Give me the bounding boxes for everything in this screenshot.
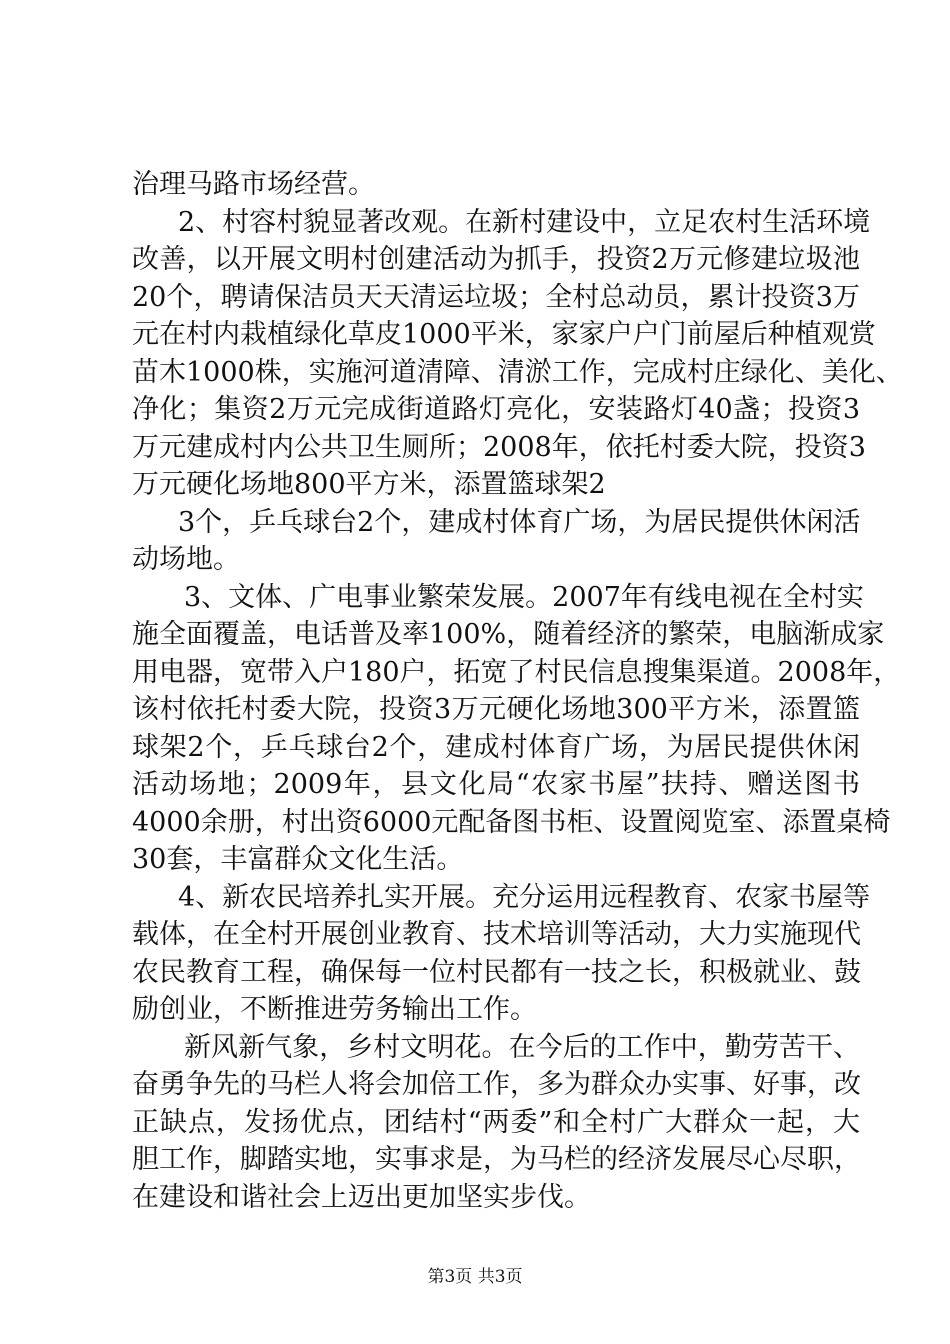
text-line: 3、文体、广电事业繁荣发展。2007年有线电视在全村实 — [184, 581, 864, 613]
text-line: 20个，聘请保洁员天天清运垃圾；全村总动员，累计投资3万 — [132, 281, 860, 313]
text-line: 元在村内栽植绿化草皮1000平米，家家户户门前屋后种植观赏 — [132, 319, 876, 350]
text-line: 活动场地；2009年，县文化局“农家书屋”扶持、赠送图书 — [132, 769, 860, 800]
text-line: 该村依托村委大院，投资3万元硬化场地300平方米，添置篮 — [132, 694, 860, 725]
page-footer: 第3页 共3页 — [427, 1267, 523, 1287]
text-line: 奋勇争先的马栏人将会加倍工作，多为群众办实事、好事，改 — [132, 1069, 861, 1100]
text-line: 在建设和谐社会上迈出更加坚实步伐。 — [132, 1181, 591, 1213]
text-line: 净化；集资2万元完成街道路灯亮化，安装路灯40盏；投资3 — [132, 394, 860, 425]
text-line: 3个，乒乓球台2个，建成村体育广场，为居民提供休闲活 — [178, 506, 861, 538]
text-line: 施全面覆盖，电话普及率100%，随着经济的繁荣，电脑渐成家 — [132, 619, 885, 650]
text-line: 2、村容村貌显著改观。在新村建设中，立足农村生活环境 — [178, 206, 871, 238]
text-line: 励创业，不断推进劳务输出工作。 — [132, 994, 537, 1025]
text-line: 农民教育工程，确保每一位村民都有一技之长，积极就业、鼓 — [132, 956, 861, 988]
text-line: 用电器，宽带入户180户，拓宽了村民信息搜集渠道。2008年， — [132, 656, 901, 688]
text-line: 苗木1000株，实施河道清障、清淤工作，完成村庄绿化、美化、 — [132, 356, 903, 388]
text-line: 改善，以开展文明村创建活动为抓手，投资2万元修建垃圾池 — [132, 244, 860, 275]
text-line: 治理马路市场经营。 — [132, 169, 375, 200]
text-line: 胆工作，脚踏实地，实事求是，为马栏的经济发展尽心尽职， — [132, 1144, 861, 1175]
text-line: 万元硬化场地800平方米，添置篮球架2 — [132, 469, 606, 500]
body-text — [132, 166, 903, 1216]
text-line: 球架2个，乒乓球台2个，建成村体育广场，为居民提供休闲 — [132, 731, 860, 763]
text-line: 30套，丰富群众文化生活。 — [132, 844, 464, 875]
text-line: 正缺点，发扬优点，团结村“两委”和全村广大群众一起，大 — [132, 1106, 860, 1138]
text-line: 动场地。 — [132, 544, 240, 575]
text-line: 4、新农民培养扎实开展。充分运用远程教育、农家书屋等 — [178, 881, 871, 913]
text-line: 新风新气象，乡村文明花。在今后的工作中，勤劳苦干、 — [184, 1031, 860, 1063]
text-line: 4000余册，村出资6000元配备图书柜、设置阅览室、添置桌椅 — [132, 806, 891, 838]
text-line: 载体，在全村开展创业教育、技术培训等活动，大力实施现代 — [132, 919, 861, 950]
text-line: 万元建成村内公共卫生厕所；2008年，依托村委大院，投资3 — [132, 431, 866, 463]
